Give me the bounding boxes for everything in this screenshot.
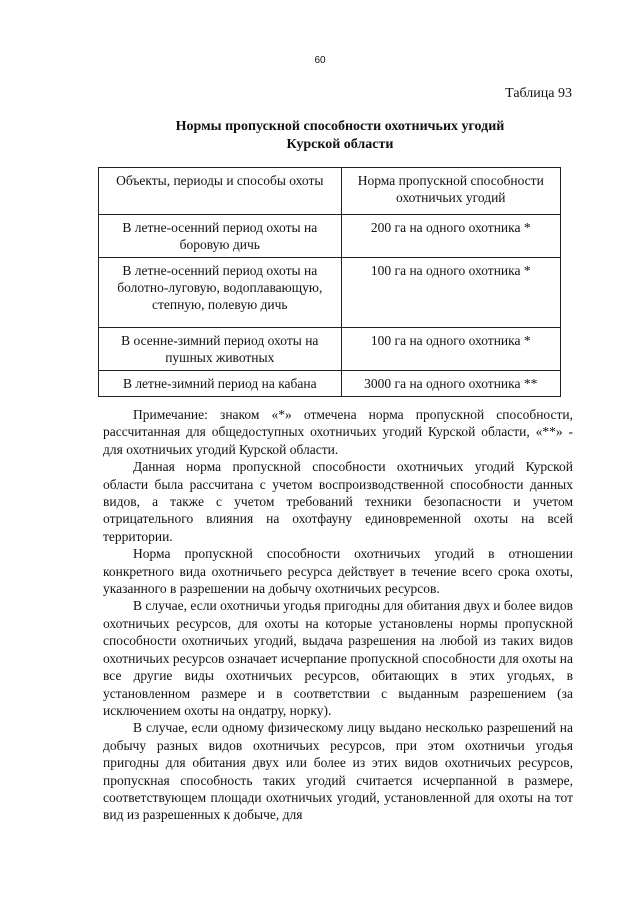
table-cell: В летне-осенний период охоты на боровую дичь bbox=[99, 215, 342, 258]
table-row bbox=[99, 215, 561, 258]
paragraph: В случае, если охотничьи угодья пригодны для обитания двух и более видов охотничьих ресурсов, для охоты на которые установлены нормы пропускной способности охотничьих угодий, выдача разрешения на любой из таких видов охотничьих ресурсов означает исчерпание пропускной способности для охоты на все другие виды охотничьих ресурсов, обитающих в этих угодьях, в установленном размере и в соответствии с выданным разрешением (за исключением охоты на ондатру, норку). bbox=[103, 598, 573, 718]
paragraph: Норма пропускной способности охотничьих угодий в отношении конкретного вида охотничьего ресурса действует в течение всего срока охоты, указанного в разрешении на добычу охотничьих ресурсов. bbox=[103, 546, 573, 597]
table-cell: В осенне-зимний период охоты на пушных животных bbox=[99, 328, 342, 371]
title-line-1: Нормы пропускной способности охотничьих угодий bbox=[175, 119, 505, 134]
table-cell: В летне-зимний период на кабана bbox=[99, 371, 342, 397]
table-cell: 100 га на одного охотника * bbox=[341, 328, 560, 371]
table-row bbox=[99, 328, 561, 371]
header-cell-norm: Норма пропускной способности охотничьих угодий bbox=[341, 168, 560, 215]
page-number: 60 bbox=[314, 55, 326, 66]
table-label: Таблица 93 bbox=[505, 86, 572, 101]
table-cell: 100 га на одного охотника * bbox=[341, 258, 560, 328]
norms-table bbox=[98, 167, 561, 397]
table-cell: В летне-осенний период охоты на болотно-луговую, водоплавающую, степную, полевую дичь bbox=[99, 258, 342, 328]
header-cell-objects: Объекты, периоды и способы охоты bbox=[99, 168, 342, 215]
table-cell: 3000 га на одного охотника ** bbox=[341, 371, 560, 397]
table-row bbox=[99, 258, 561, 328]
paragraph: Данная норма пропускной способности охотничьих угодий Курской области была рассчитана с учетом воспроизводственной способности данных видов, а также с учетом требований техники безопасности и учетом отрицательного влияния на охотфауну единовременной охоты на всей территории. bbox=[103, 459, 573, 544]
body-text bbox=[103, 406, 573, 824]
title-line-2: Курской области bbox=[286, 137, 394, 152]
paragraph: В случае, если одному физическому лицу выдано несколько разрешений на добычу разных видов охотничьих ресурсов, при этом охотничьи угодья пригодны для обитания двух или более из этих видов охотничьих ресурсов, пропускная способность таких угодий считается исчерпанной в размере, соответствующем площади охотничьих угодий, установленной для охоты на тот вид из разрешенных к добыче, для bbox=[103, 720, 573, 823]
page-title bbox=[0, 118, 640, 154]
table-row bbox=[99, 371, 561, 397]
table-cell: 200 га на одного охотника * bbox=[341, 215, 560, 258]
note-paragraph: Примечание: знаком «*» отмечена норма пропускной способности, рассчитанная для общедоступных охотничьих угодий Курской области, «**» - для охотничьих угодий Курской области. bbox=[103, 407, 573, 457]
table-header-row bbox=[99, 168, 561, 215]
